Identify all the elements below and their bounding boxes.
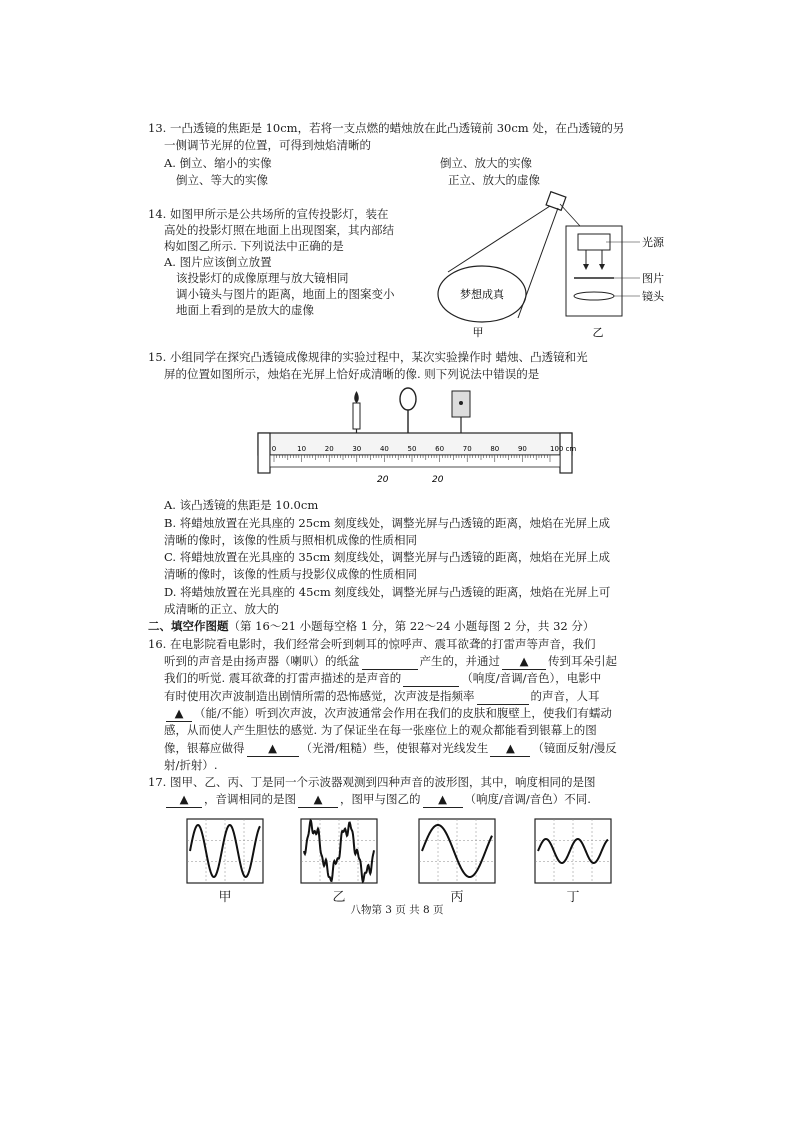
ruler-tick-label: 90 [517,445,527,453]
ruler-tick-label: 40 [379,445,389,453]
q17-line2 [164,791,591,808]
ruler-tick-label: 10 [297,445,307,453]
q17-line1: 17. 图甲、乙、丙、丁是同一个示波器观测到四种声音的波形图，其中，响度相同的是图 [148,775,596,789]
q14-text [148,206,395,318]
section-2-title: 二、填空作图题 [148,619,229,633]
answer-blank[interactable]: ▲ [490,740,530,757]
q15-option-d-line1: D. 将蜡烛放置在光具座的 45cm 刻度线处，调整光屏与凸透镜的距离，烛焰在光屏上可 [164,585,611,599]
waveform-bing [418,818,496,884]
handwritten-note-1: 20 [377,475,389,485]
page-footer: 八物第 3 页 共 8 页 [350,904,444,916]
q16-text: 传到耳朵引起 [548,654,617,668]
q15-option-b-line1: B. 将蜡烛放置在光具座的 25cm 刻度线处，调整光屏与凸透镜的距离，烛焰在光屏上成 [164,516,611,530]
q14-figure [430,190,664,340]
figure-slogan: 梦想成真 [460,288,504,301]
q16-line3 [164,670,601,687]
q16-line8: 射/折射）. [164,758,218,772]
q14-line: 构如图乙所示. 下列说法中正确的是 [164,239,344,253]
q14-line: 14. 如图甲所示是公共场所的宣传投影灯，装在 [148,207,389,221]
q15-stem-line2: 屏的位置如图所示，烛焰在光屏上恰好成清晰的像. 则下列说法中错误的是 [164,367,540,381]
label-lens: 镜头 [642,290,664,303]
q16-line4 [164,688,600,705]
answer-blank[interactable]: ▲ [166,705,192,722]
figure-jia [438,192,566,339]
waveform-jia [186,818,264,884]
q13-stem-line1: 13. 一凸透镜的焦距是 10cm，若将一支点燃的蜡烛放在此凸透镜前 30cm 处，在凸透镜的另 [148,121,625,135]
q15-option-b-line2: 清晰的像时，该像的性质与照相机成像的性质相同 [164,533,417,547]
ruler-tick-label: 100 cm [550,445,577,453]
answer-blank[interactable] [403,670,459,687]
waveform-caption-jia: 甲 [218,890,232,905]
waveform-caption-yi: 乙 [332,890,346,905]
q16-text: （光滑/粗糙）些，使银幕对光线发生 [300,741,489,755]
q16-text: 我们的听觉. 震耳欲聋的打雷声描述的是声音的 [164,671,402,685]
q13-option-c: 倒立、等大的实像 [176,173,268,187]
q14-line: A. 图片应该倒立放置 [164,255,272,269]
q16-text: 像，银幕应做得 [164,741,245,755]
handwritten-note-2: 20 [432,475,444,485]
q16-text: （镜面反射/漫反 [532,741,617,755]
figure-yi [560,204,665,339]
label-picture: 图片 [642,272,664,285]
waveform-caption-bing: 丙 [450,890,464,905]
ruler-tick-label: 0 [271,445,277,453]
q14-line: 地面上看到的是放大的虚像 [176,303,314,317]
q15-option-a: A. 该凸透镜的焦距是 10.0cm [164,498,319,512]
ruler-tick-label: 20 [324,445,334,453]
q16-text: 产生的，并通过 [419,654,500,668]
answer-blank[interactable]: ▲ [502,653,546,670]
waveform-yi [300,818,378,884]
q14-line: 高处的投影灯照在地面上出现图案，其内部结 [164,223,394,237]
q14-line: 调小镜头与图片的距离，地面上的图案变小 [176,287,395,301]
answer-blank[interactable] [477,688,529,705]
ruler-tick-label: 80 [490,445,500,453]
q16-text: 听到的声音是由扬声器（喇叭）的纸盆 [164,654,360,668]
section-2-heading [148,618,594,634]
q15-stem-line1: 15. 小组同学在探究凸透镜成像规律的实验过程中，某次实验操作时 蜡烛、凸透镜和光 [148,350,588,364]
q15-option-c-line1: C. 将蜡烛放置在光具座的 35cm 刻度线处，调整光屏与凸透镜的距离，烛焰在光屏上成 [164,550,610,564]
ruler-tick-label: 30 [352,445,362,453]
answer-blank[interactable]: ▲ [423,791,463,808]
q16-text: （响度/音调/音色），电影中 [461,671,602,685]
answer-blank[interactable]: ▲ [166,791,202,808]
q16-text: 的声音，人耳 [530,689,600,703]
q14-line: 该投影灯的成像原理与放大镜相同 [176,271,349,285]
q16-line7 [164,740,617,757]
q16-line5 [164,705,612,722]
ruler-tick-label: 60 [435,445,445,453]
label-light-source: 光源 [642,236,664,249]
q17-text: ，图甲与图乙的 [340,792,421,806]
q16-text: 有时使用次声波制造出剧情所需的恐怖感觉，次声波是指频率 [164,689,475,703]
q16-line6: 感，从而使人产生胆怯的感觉. 为了保证坐在每一张座位上的观众都能看到银幕上的图 [164,723,597,737]
q13-option-d: 正立、放大的虚像 [448,173,540,187]
q16-line2 [164,653,617,670]
waveform-caption-ding: 丁 [566,890,580,905]
figure-caption-yi: 乙 [592,326,604,339]
q15-option-c-line2: 清晰的像时，该像的性质与投影仪成像的性质相同 [164,567,417,581]
optical-bench-figure [250,385,580,485]
q13-stem-line2: 一侧调节光屏的位置，可得到烛焰清晰的 [164,138,371,152]
section-2-description: （第 16～21 小题每空格 1 分，第 22～24 小题每图 2 分，共 32 分） [228,619,595,633]
q15-option-d-line2: 成清晰的正立、放大的 [164,602,279,616]
q16-line1: 16. 在电影院看电影时，我们经常会听到刺耳的惊呼声、震耳欲聋的打雷声等声音，我们 [148,637,596,651]
answer-blank[interactable]: ▲ [298,791,338,808]
q17-text: （响度/音调/音色）不同. [464,792,591,806]
answer-blank[interactable] [362,653,418,670]
answer-blank[interactable]: ▲ [247,740,299,757]
figure-caption-jia: 甲 [472,326,484,339]
q13-option-a: A. 倒立、缩小的实像 [164,156,272,170]
q17-text: ，音调相同的是图 [204,792,296,806]
q13-option-b: 倒立、放大的实像 [440,156,532,170]
ruler-tick-label: 50 [407,445,417,453]
q16-text: （能/不能）听到次声波，次声波通常会作用在我们的皮肤和腹壁上，使我们有蠕动 [194,706,612,720]
ruler-tick-label: 70 [462,445,472,453]
waveform-ding [534,818,612,884]
